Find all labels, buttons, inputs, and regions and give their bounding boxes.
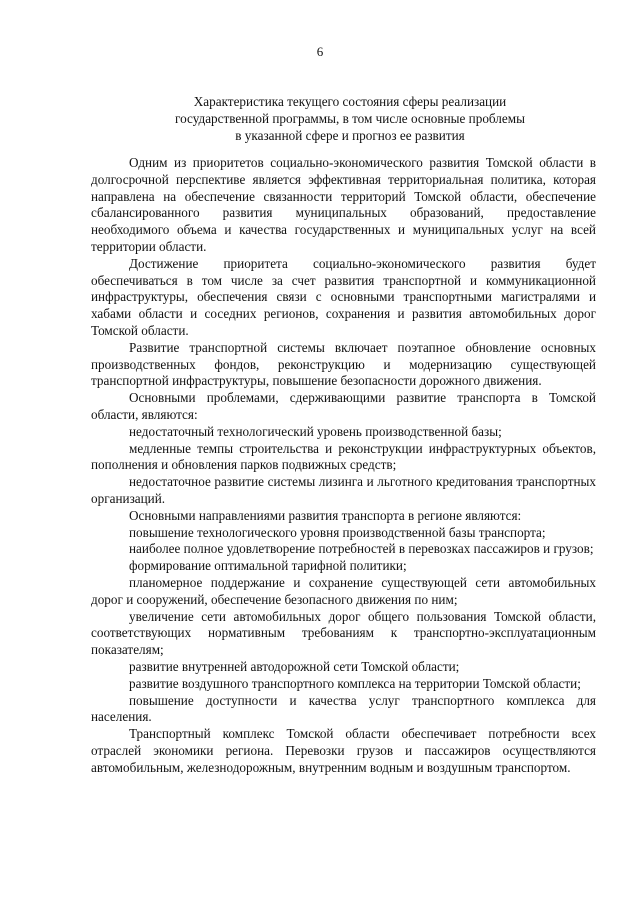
paragraph-achievement: Достижение приоритета социально-экономического развития будет обеспечиваться в том числе за счет развития транспортной и коммуникационной инфраструктуры, обеспечения связи с основными транспортными магистралями и хабами области и соседних регионов, сохранения и развития автомобильных дорог Томской области. (91, 255, 596, 338)
list-item-problem-2: медленные темпы строительства и реконструкции инфраструктурных объектов, пополнения и обновления парков подвижных средств; (91, 440, 596, 473)
page-number: 6 (316, 44, 324, 59)
list-item-direction-8: повышение доступности и качества услуг транспортного комплекса для населения. (91, 692, 596, 725)
paragraph-priorities: Одним из приоритетов социально-экономического развития Томской области в долгосрочной перспективе является эффективная территориальная политика, которая направлена на обеспечение связанности территорий Томской области, обеспечение сбалансированного развития муниципальных образований, предоставление необходимого объема и качества государственных и муниципальных услуг на всей территории области. (91, 155, 596, 254)
paragraph-directions-intro: Основными направлениями развития транспорта в регионе являются: (129, 507, 522, 523)
section-heading (90, 93, 610, 144)
heading-line-1: Характеристика текущего состояния сферы реализации (193, 94, 507, 109)
list-item-direction-5: увеличение сети автомобильных дорог общего пользования Томской области, соответствующих нормативным требованиям к транспортно-эксплуатационным показателям; (91, 608, 596, 658)
list-item-problem-3: недостаточное развитие системы лизинга и льготного кредитования транспортных организаций. (91, 474, 596, 506)
list-item-direction-6: развитие внутренней автодорожной сети Томской области; (129, 658, 460, 674)
paragraph-transport-system: Развитие транспортной системы включает поэтапное обновление основных производственных фондов, реконструкцию и модернизацию существующей транспортной инфраструктуры, повышение безопасности дорожного движения. (91, 339, 596, 389)
body-text (91, 155, 596, 776)
list-item-problem-1: недостаточный технологический уровень производственной базы; (129, 423, 502, 439)
list-item-direction-3: формирование оптимальной тарифной политики; (129, 558, 407, 574)
list-item-direction-4: планомерное поддержание и сохранение существующей сети автомобильных дорог и сооружений, обеспечение безопасного движения по ним; (91, 574, 596, 607)
heading-line-2: государственной программы, в том числе основные проблемы (175, 111, 525, 126)
list-item-direction-1: повышение технологического уровня производственной базы транспорта; (129, 524, 546, 540)
list-item-direction-2: наиболее полное удовлетворение потребностей в перевозках пассажиров и грузов; (129, 541, 594, 557)
list-item-direction-7: развитие воздушного транспортного комплекса на территории Томской области; (129, 675, 581, 691)
paragraph-problems-intro: Основными проблемами, сдерживающими развитие транспорта в Томской области, являются: (91, 390, 596, 422)
heading-line-3: в указанной сфере и прогноз ее развития (235, 128, 465, 143)
paragraph-transport-complex: Транспортный комплекс Томской области обеспечивает потребности всех отраслей экономики региона. Перевозки грузов и пассажиров осуществляются автомобильным, железнодорожным, внутренним водным и воздушным транспортом. (91, 726, 596, 775)
